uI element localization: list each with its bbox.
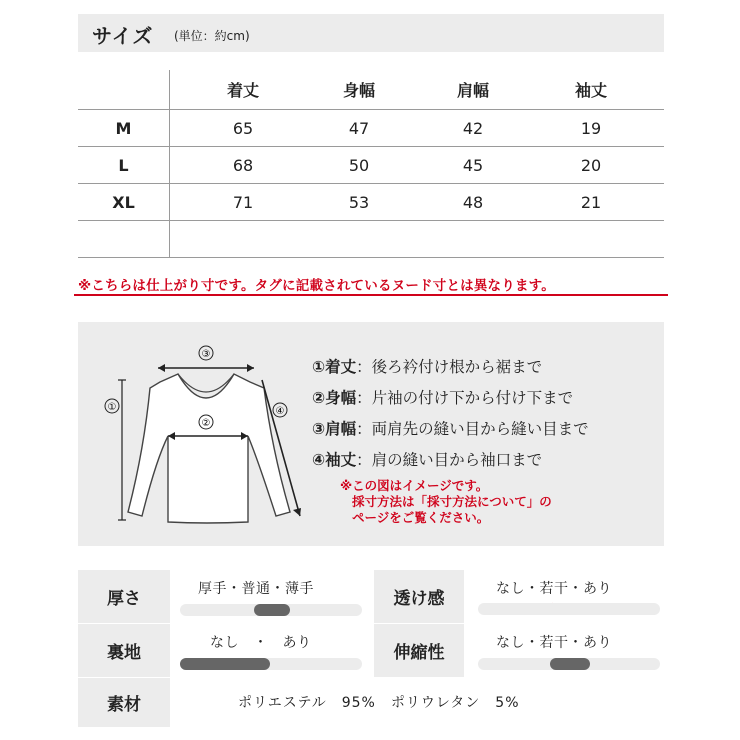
legend-term: ④袖丈 — [312, 451, 357, 469]
marker-label: ① — [107, 402, 117, 413]
value-cell: 21 — [580, 192, 602, 212]
value-cell: 20 — [580, 155, 602, 175]
empty-table-row — [78, 221, 664, 258]
fabric-attributes — [78, 570, 664, 728]
lining-options: なし ・ あり — [210, 635, 312, 651]
marker-label: ② — [201, 418, 211, 429]
size-table-header — [78, 70, 664, 110]
attr-row — [78, 570, 664, 624]
unit-label: (単位：約cm) — [174, 29, 250, 43]
legend-item — [312, 414, 589, 445]
shoulder-arrowhead-right — [247, 364, 254, 372]
lining-label: 裏地 — [78, 624, 170, 677]
size-cell: L — [78, 147, 170, 183]
value-cell: 47 — [348, 118, 370, 138]
value-cell: 45 — [462, 155, 484, 175]
value-cell: 71 — [232, 192, 254, 212]
stretch-indicator — [550, 658, 590, 670]
image-note-line: ページをご覧ください。 — [352, 510, 490, 525]
marker-label: ③ — [201, 349, 211, 360]
legend-item — [312, 352, 589, 383]
value-cell: 50 — [348, 155, 370, 175]
legend-item — [312, 383, 589, 414]
stretch-label: 伸縮性 — [374, 624, 464, 677]
value-cell: 53 — [348, 192, 370, 212]
transparency-label: 透け感 — [374, 570, 464, 623]
shirt-outline — [128, 374, 290, 523]
transparency-options: なし・若干・あり — [496, 581, 612, 597]
table-row — [78, 147, 664, 184]
size-corner-cell — [78, 70, 170, 109]
size-cell-empty — [78, 221, 170, 257]
lining-indicator — [180, 658, 270, 670]
col-header-width: 身幅 — [342, 81, 375, 100]
value-cell: 19 — [580, 118, 602, 138]
table-row — [78, 184, 664, 221]
image-note — [340, 478, 552, 526]
transparency-scale — [478, 603, 660, 615]
lining-scale — [180, 658, 362, 670]
col-header-sleeve: 袖丈 — [574, 81, 607, 100]
material-value: ポリエステル 95% ポリウレタン 5% — [238, 695, 520, 711]
legend-item — [312, 445, 589, 476]
value-cell: 48 — [462, 192, 484, 212]
table-row — [78, 110, 664, 147]
size-header — [78, 14, 664, 52]
stretch-options: なし・若干・あり — [496, 635, 612, 651]
size-cell: XL — [78, 184, 170, 220]
value-cell: 65 — [232, 118, 254, 138]
value-cell: 42 — [462, 118, 484, 138]
measurement-panel — [78, 322, 664, 546]
legend-term: ②身幅 — [312, 389, 357, 407]
legend-term: ①着丈 — [312, 358, 357, 376]
thickness-indicator — [254, 604, 290, 616]
measurement-legend — [312, 352, 589, 476]
thickness-options: 厚手・普通・薄手 — [198, 581, 314, 597]
sleeve-arrowhead — [293, 508, 301, 516]
size-title: サイズ — [92, 24, 154, 48]
shirt-diagram — [98, 340, 308, 530]
legend-desc: ：後ろ衿付け根から裾まで — [356, 358, 543, 376]
size-cell: M — [78, 110, 170, 146]
note-underline — [74, 294, 668, 296]
image-note-line: ※この図はイメージです。 — [340, 478, 489, 493]
thickness-scale — [180, 604, 362, 616]
attr-row — [78, 624, 664, 678]
stretch-scale — [478, 658, 660, 670]
legend-desc: ：肩の縫い目から袖口まで — [356, 451, 543, 469]
size-table — [78, 70, 664, 258]
thickness-label: 厚さ — [78, 570, 170, 623]
finished-size-note: ※こちらは仕上がり寸です。タグに記載されているヌード寸とは異なります。 — [78, 278, 555, 294]
col-header-shoulder: 肩幅 — [456, 81, 489, 100]
legend-desc: ：片袖の付け下から付け下まで — [356, 389, 574, 407]
shoulder-arrowhead-left — [158, 364, 165, 372]
legend-desc: ：両肩先の縫い目から縫い目まで — [356, 420, 589, 438]
col-header-length: 着丈 — [226, 81, 259, 100]
image-note-line: 採寸方法は「採寸方法について」の — [352, 494, 552, 509]
attr-row — [78, 678, 664, 728]
marker-label: ④ — [275, 406, 285, 417]
legend-term: ③肩幅 — [312, 420, 357, 438]
material-label: 素材 — [78, 678, 170, 727]
value-cell: 68 — [232, 155, 254, 175]
